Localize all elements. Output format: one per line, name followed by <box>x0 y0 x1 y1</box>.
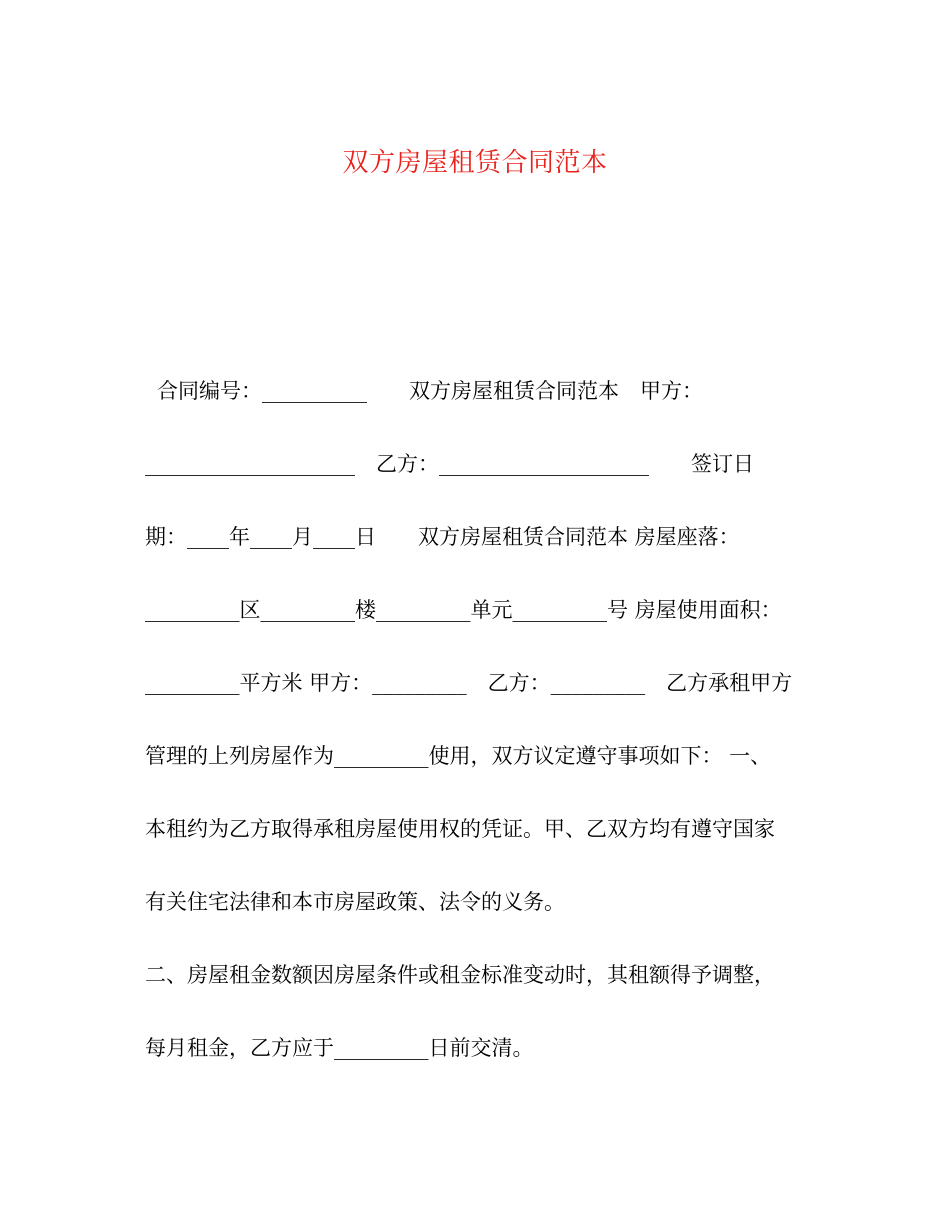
body-line-10: 每月租金，乙方应于_________日前交清。 <box>145 1036 534 1060</box>
body-line-5: _________平方米 甲方：_________ 乙方：_________ 乙方承租甲方 <box>145 671 793 695</box>
body-line-7: 本租约为乙方取得承租房屋使用权的凭证。甲、乙双方均有遵守国家 <box>145 817 775 841</box>
body-line-3: 期：____年____月____日 双方房屋租赁合同范本 房屋座落： <box>145 525 740 549</box>
document-title: 双方房屋租赁合同范本 <box>342 148 608 178</box>
body-line-9: 二、房屋租金数额因房屋条件或租金标准变动时，其租额得予调整， <box>145 963 775 987</box>
body-line-8: 有关住宅法律和本市房屋政策、法令的义务。 <box>145 890 565 914</box>
body-line-2: ____________________ 乙方：____________________ 签订日 <box>145 452 754 476</box>
body-line-4: _________区_________楼_________单元_________号 房屋使用面积： <box>145 598 782 622</box>
body-line-6: 管理的上列房屋作为_________使用，双方议定遵守事项如下： 一、 <box>145 744 772 768</box>
body-line-1: 合同编号：__________ 双方房屋租赁合同范本 甲方： <box>157 379 703 403</box>
